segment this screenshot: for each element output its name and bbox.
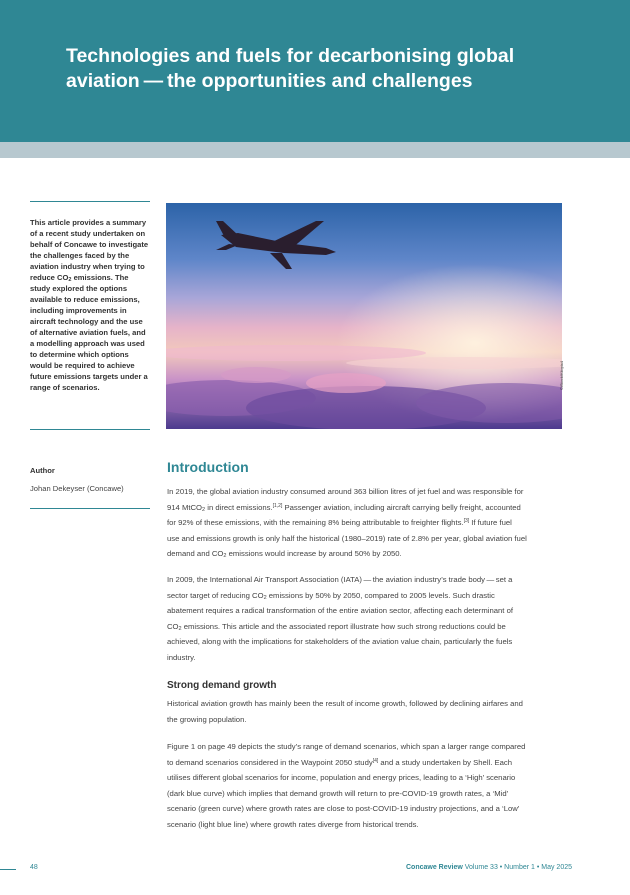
abstract-line: This article provides a summary bbox=[30, 218, 147, 227]
author-rule bbox=[30, 508, 150, 509]
publication-footer: Concawe Review Volume 33 • Number 1 • May 2025 bbox=[406, 864, 572, 871]
author-name: Johan Dekeyser (Concawe) bbox=[30, 484, 124, 493]
abstract-line: aircraft technology and the use bbox=[30, 317, 143, 326]
abstract-line: a modelling approach was used bbox=[30, 339, 145, 348]
footer-accent-line bbox=[0, 869, 16, 870]
abstract-line: future emissions targets under a bbox=[30, 372, 148, 381]
abstract-line: including improvements in bbox=[30, 306, 127, 315]
abstract-line: to determine which options bbox=[30, 350, 129, 359]
intro-paragraph-2: In 2009, the International Air Transport Association (IATA) — the aviation industry’s trade body — set a sector target of reducing $CO_2$ emissions by 50% by 2050, compared to 2005 levels. Such drastic abatement requires a radical transformation of the entire aviation sector, affecting each determinant of $CO_2$ emissions. This article and the associated report illustrate how such strong reductions could be achieved, along with the implications for stakeholders of the aviation value chain, particularly the fuels industry. bbox=[167, 575, 513, 662]
abstract-line: reduce $CO_2$ emissions. The bbox=[30, 273, 129, 283]
title-line-2: aviation — the opportunities and challenges bbox=[66, 70, 473, 92]
photo-credit: ©iStock/Kilopix4 bbox=[559, 361, 564, 390]
photo-illustration bbox=[166, 203, 562, 429]
abstract-line: of alternative aviation fuels, and bbox=[30, 328, 146, 337]
abstract-line: would be required to achieve bbox=[30, 361, 135, 370]
abstract-line: available to reduce emissions, bbox=[30, 295, 140, 304]
demand-growth-heading: Strong demand growth bbox=[167, 680, 277, 691]
introduction-heading: Introduction bbox=[167, 459, 249, 475]
demand-paragraph-2: Figure 1 on page 49 depicts the study’s range of demand scenarios, which span a larger range compared to demand scenarios considered in the Waypoint 2050 study[4] and a study undertaken by Shell. Each utilises different global scenarios for income, population and energy prices, leading to a ‘High’ scenario (dark blue curve) which implies that demand growth will return to pre-COVID-19 growth rates, a ‘Mid’ scenario (green curve) where growth rates are close to post-COVID-19 industry projections, and a ‘Low’ scenario (light blue line) where growth rates diverge from historical trends. bbox=[167, 742, 526, 829]
demand-paragraph-1: Historical aviation growth has mainly been the result of income growth, followed by declining airfares and the growing population. bbox=[167, 699, 523, 724]
article-title bbox=[66, 44, 566, 94]
abstract-bottom-rule bbox=[30, 429, 150, 430]
page-number: 48 bbox=[30, 864, 38, 871]
abstract-line: study explored the options bbox=[30, 284, 128, 293]
title-line-1: Technologies and fuels for decarbonising global bbox=[66, 45, 515, 67]
abstract-line: range of scenarios. bbox=[30, 383, 100, 392]
abstract-text bbox=[30, 217, 150, 393]
abstract-line: behalf of Concawe to investigate bbox=[30, 240, 149, 249]
header-divider-band bbox=[0, 142, 630, 158]
abstract-line: the challenges faced by the bbox=[30, 251, 130, 260]
abstract-line: aviation industry when trying to bbox=[30, 262, 145, 271]
airplane-sky-photo bbox=[166, 203, 562, 429]
abstract-top-rule bbox=[30, 201, 150, 202]
author-heading: Author bbox=[30, 466, 55, 475]
intro-paragraph-1: In 2019, the global aviation industry consumed around 363 billion litres of jet fuel and was responsible for 914 MtCO$_2$ in direct emissions.[1,2] Passenger aviation, including aircraft carrying belly freight, accounted for 92% of these emissions, with the remaining 8% being attributable to freighter flights.[3] If future fuel use and emissions growth is only half the historical (1980–2019) rate of 2.8% per year, global aviation fuel demand and $CO_2$ emissions would increase by around 50% by 2050. bbox=[167, 487, 527, 559]
abstract-line: of a recent study undertaken on bbox=[30, 229, 146, 238]
